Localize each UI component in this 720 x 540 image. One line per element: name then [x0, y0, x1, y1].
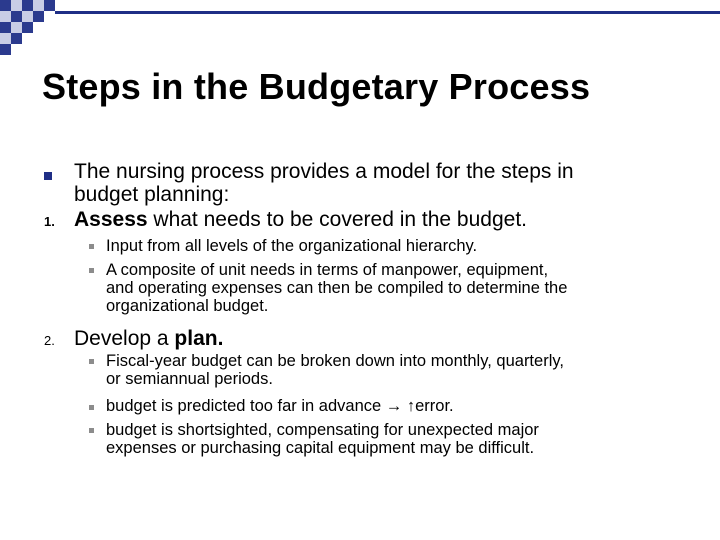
step-2-lead: Develop a	[74, 327, 175, 350]
step-2-bold: plan.	[174, 327, 224, 350]
step-2-number: 2.	[44, 333, 55, 348]
step-2-sub-1-line-1: Fiscal-year budget can be broken down into monthly, quarterly,	[106, 352, 564, 370]
step-2-heading	[74, 327, 694, 350]
step-1-sub-1	[106, 237, 676, 255]
step-2-sub-3-line-2: expenses or purchasing capital equipment may be difficult.	[106, 439, 535, 457]
step-2-sub-2	[106, 397, 676, 415]
step-1-sub-1-line-1: Input from all levels of the organizational hierarchy.	[106, 237, 478, 255]
corner-decoration	[0, 0, 300, 60]
step-1-heading	[74, 208, 694, 231]
intro-text	[74, 160, 694, 206]
step-1-rest: what needs to be covered in the budget.	[147, 208, 527, 231]
sub-bullet	[89, 428, 94, 433]
step-1-sub-2-line-3: organizational budget.	[106, 297, 269, 315]
sub-bullet	[89, 244, 94, 249]
step-2-sub-3-line-1: budget is shortsighted, compensating for unexpected major	[106, 421, 539, 439]
header-rule	[55, 11, 720, 14]
square-bullet	[44, 172, 52, 180]
step-1-number: 1.	[44, 214, 55, 229]
slide-title: Steps in the Budgetary Process	[42, 66, 591, 107]
step-2-sub-3	[106, 421, 676, 457]
sub-bullet	[89, 268, 94, 273]
step-2-sub-1	[106, 352, 676, 388]
step-2-sub-2-line-1: budget is predicted too far in advance → ↑error.	[106, 397, 454, 415]
step-1-sub-2-line-1: A composite of unit needs in terms of manpower, equipment,	[106, 261, 549, 279]
step-1-lead: Assess	[74, 208, 148, 231]
step-1-sub-2-line-2: and operating expenses can then be compiled to determine the	[106, 279, 568, 297]
sub-bullet	[89, 405, 94, 410]
step-2-sub-1-line-2: or semiannual periods.	[106, 370, 273, 388]
intro-line-2: budget planning:	[74, 183, 230, 206]
step-1-sub-2	[106, 261, 676, 315]
sub-bullet	[89, 359, 94, 364]
intro-line-1: The nursing process provides a model for the steps in	[74, 160, 574, 183]
